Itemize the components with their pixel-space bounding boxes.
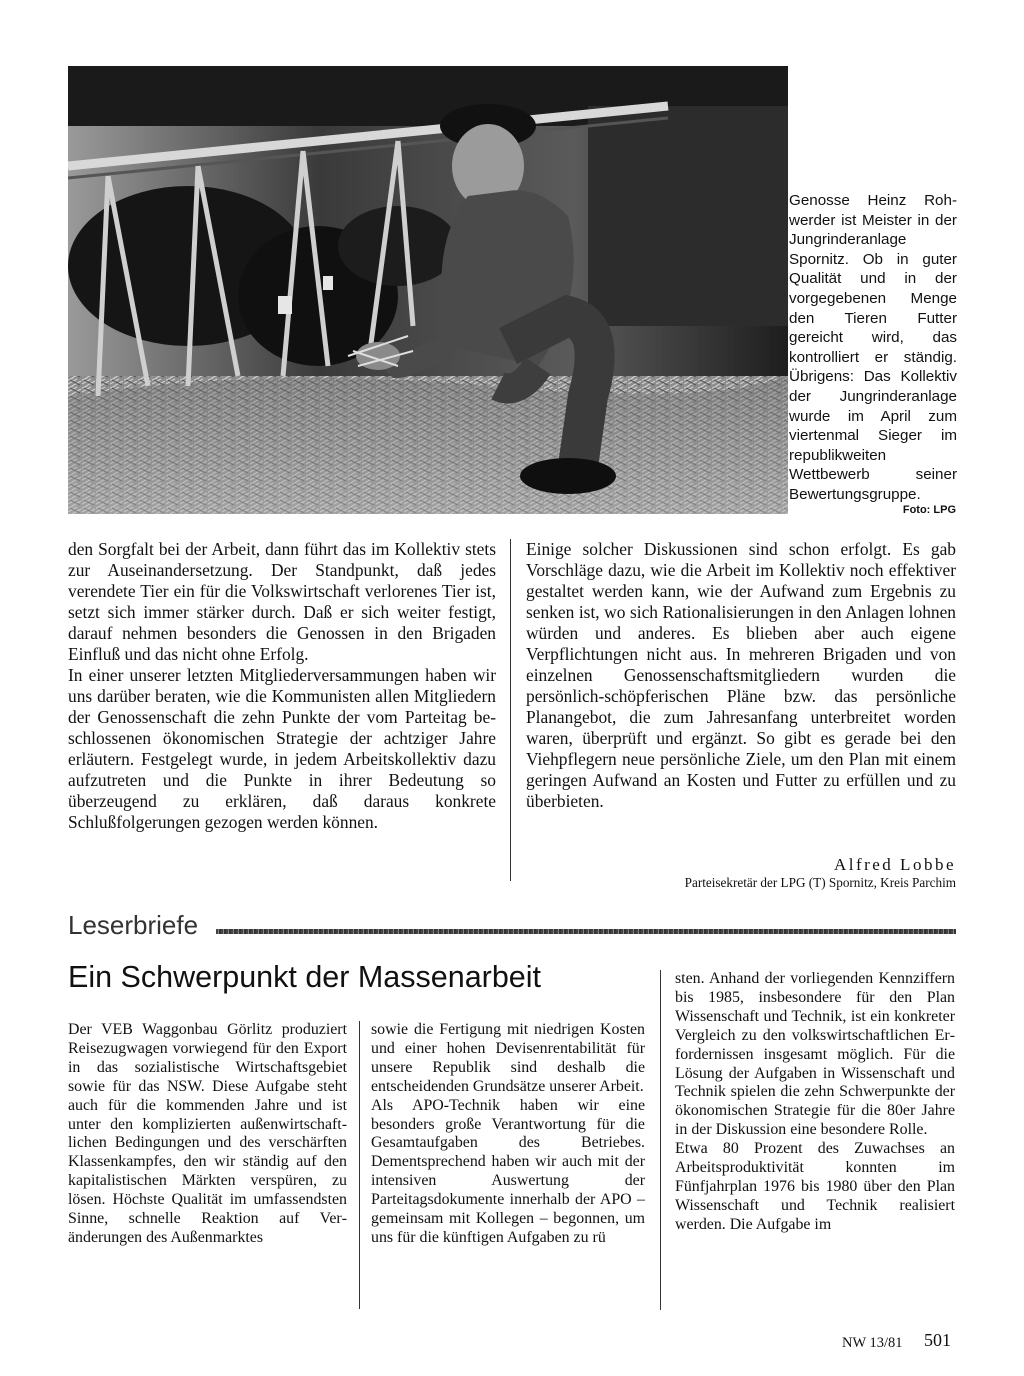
author-signature: Alfred Lobbe [833, 855, 956, 874]
article-photo [68, 66, 788, 514]
column-divider [660, 970, 661, 1310]
letter-paragraph: sten. Anhand der vorliegenden Kennziffern bis 1985, insbesondere für den Plan Wissenschaft und Technik, ist ein konkreter Vergleich zu den volkswirtschaftlichen Erfordernissen insgesamt möglich. Für die Lösung der Aufgaben in Wissenschaft und Technik spielen die zehn Schwerpunkte der ökonomischen Strategie für die 80er Jahre in der Diskussion eine besondere Rolle. [675, 970, 955, 1139]
caption-text: Genosse Heinz Rohwerder ist Meister in der Jungrinderanlage Spornitz. Ob in guter Qualität und in der vorgegebenen Menge den Tieren Futter gereicht wird, das kontrolliert er ständig. Übrigens: Das Kollektiv der Jungrinderanlage wurde im April zum viertenmal Sieger im republikweiten Wettbewerb seiner Bewertungsgruppe. [789, 192, 957, 503]
column-divider [359, 1021, 360, 1309]
letter-paragraph: Der VEB Waggonbau Görlitz produziert Reisezugwagen vorwiegend für den Export in das sozialistische Wirtschaftsgebiet sowie für das NSW. Diese Aufgabe steht auch für die kommenden Jahre und ist unter den komplizierten außenwirtschaftlichen Bedingungen und des verschärften Klassenkampfes, den wir ständig auf den kapitalistischen Märkten verspüren, zu lösen. Höchste Qualität im umfassendsten Sinne, schnelle Reaktion auf Veränderungen des Außenmarktes [68, 1021, 347, 1246]
letter-paragraph: Als APO-Technik haben wir eine besonders große Verantwortung für die Gesamtaufgaben des Betriebes. Dementsprechend haben wir auch mit der intensiven Auswertung der Parteitagsdokumente innerhalb der APO – gemeinsam mit Kollegen – begonnen, um uns für die künftigen Aufgaben zu rü [371, 1096, 645, 1246]
column-divider [510, 539, 511, 881]
letter-column-3 [675, 970, 955, 1235]
page-number: 501 [924, 1330, 951, 1350]
author-affiliation: Parteisekretär der LPG (T) Spornitz, Kreis Parchim [684, 875, 956, 890]
photo-credit: Foto: LPG [902, 504, 956, 516]
section-rule [216, 929, 956, 934]
article-column-right [526, 539, 956, 812]
letter-column-2 [371, 1021, 645, 1248]
letter-paragraph: sowie die Fertigung mit niedrigen Kosten und einer hohen Devisenrentabilität für unsere Republik sind deshalb die entscheidenden Grundsätze unserer Arbeit. [371, 1021, 645, 1095]
article-paragraph: Einige solcher Diskussionen sind schon erfolgt. Es gab Vorschläge dazu, wie die Arbeit im Kollektiv noch effektiver gestaltet werden kann, wie der Aufwand zum Ergebnis zu senken ist, wo sich Rationalisierungen in den Anlagen lohnen würden und anderes. Es blieben aber auch eigene Verpflichtungen nicht aus. In mehreren Brigaden und von einzelnen Genossenschaftsmitgliedern wurden die persönlich-schöpferischen Pläne bzw. das persönliche Planangebot, die zum Jahresanfang unterbreitet worden waren, überprüft und ergänzt. So gibt es gerade bei den Viehpflegern neue persönliche Ziele, um den Plan mit einem geringen Aufwand an Kosten und Futter zu erfüllen und zu überbieten. [526, 539, 956, 811]
article-paragraph: In einer unserer letzten Mitgliederversammungen haben wir uns darüber beraten, wie die Kommunisten allen Mitgliedern der Genossenschaft die zehn Punkte der vom Parteitag beschlossenen ökonomischen Strategie der achtziger Jahre erläutern. Festgelegt wurde, in jedem Arbeitskollektiv dazu aufzutreten und die Punkte in ihrer Bedeutung so überzeugend zu erklären, daß daraus konkrete Schlußfolgerungen gezogen werden können. [68, 665, 496, 832]
section-label: Leserbriefe [68, 910, 199, 940]
letter-column-1 [68, 1021, 347, 1248]
article-column-left [68, 539, 496, 833]
photo-caption [789, 191, 957, 505]
article-paragraph: den Sorgfalt bei der Arbeit, dann führt das im Kollektiv stets zur Auseinandersetzung. Der Standpunkt, daß jedes verendete Tier ein für die Volkswirtschaft verlorenes Tier ist, setzt sich immer stärker durch. Daß er sich weiter festigt, darauf nehmen besonders die Genossen in den Brigaden Einfluß und das nicht ohne Erfolg. [68, 539, 496, 664]
letter-headline: Ein Schwerpunkt der Massenarbeit [68, 960, 541, 994]
photo-illustration [68, 66, 788, 514]
letter-paragraph: Etwa 80 Prozent des Zuwachses an Arbeitsproduktivität konnten im Fünfjahrplan 1976 bis 1980 über den Plan Wissenschaft und Technik realisiert werden. Die Aufgabe im [675, 1140, 955, 1233]
issue-folio: NW 13/81 [842, 1335, 903, 1351]
